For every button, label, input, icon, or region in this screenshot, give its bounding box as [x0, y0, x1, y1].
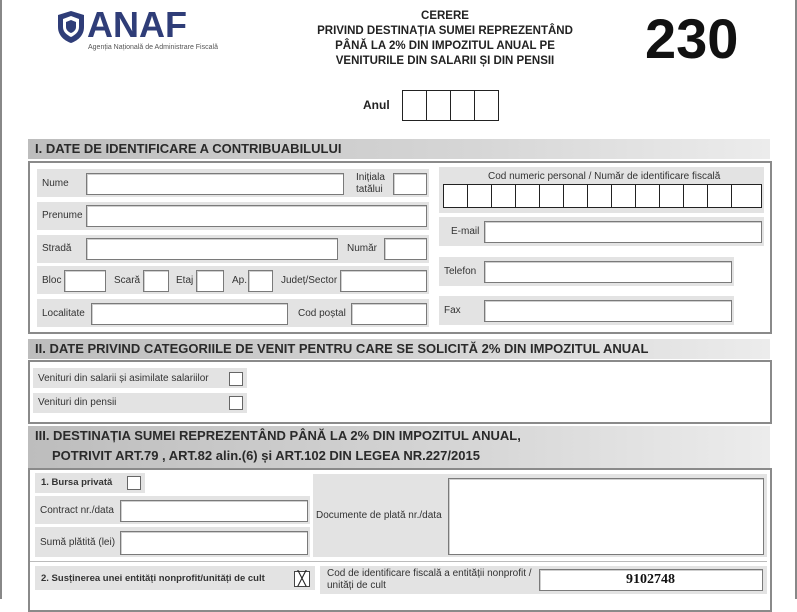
judet-field[interactable] — [340, 270, 427, 292]
cnp-digit-cell[interactable] — [683, 184, 709, 208]
contract-field[interactable] — [120, 500, 308, 522]
nume-field[interactable] — [86, 173, 344, 195]
label-nume: Nume — [42, 178, 69, 189]
scara-field[interactable] — [143, 270, 169, 292]
year-digit-divider — [450, 91, 451, 120]
label-initiala-line1: Inițiala — [356, 172, 385, 183]
section1-title: I. DATE DE IDENTIFICARE A CONTRIBUABILULUI — [35, 141, 342, 156]
label-sustinere: 2. Susținerea unei entități nonprofit/unități de cult — [41, 573, 265, 584]
pensii-checkbox[interactable] — [229, 396, 243, 410]
ap-field[interactable] — [248, 270, 273, 292]
label-bursa: 1. Bursa privată — [41, 477, 113, 488]
localitate-field[interactable] — [91, 303, 288, 325]
logo-text: ANAF — [87, 4, 187, 45]
title-line: PRIVIND DESTINAȚIA SUMEI REPREZENTÂND — [317, 25, 573, 37]
title-line: PÂNĂ LA 2% DIN IMPOZITUL ANUAL PE — [335, 40, 555, 52]
label-initiala — [356, 172, 385, 196]
label-fax: Fax — [444, 305, 461, 316]
checked-x-icon: ╳ — [297, 570, 307, 586]
suma-field[interactable] — [120, 531, 308, 555]
cnp-digit-cell[interactable] — [539, 184, 565, 208]
title-line: VENITURILE DIN SALARII ȘI DIN PENSII — [335, 55, 555, 67]
label-pensii: Venituri din pensii — [38, 397, 117, 408]
cnp-digit-cell[interactable] — [635, 184, 661, 208]
shield-icon — [57, 10, 85, 44]
strada-field[interactable] — [86, 238, 338, 260]
cnp-digit-cell[interactable] — [587, 184, 613, 208]
year-label: Anul — [363, 98, 390, 112]
label-salarii: Venituri din salarii și asimilate salariilor — [38, 373, 209, 384]
cnp-digit-cell[interactable] — [731, 184, 762, 208]
year-input[interactable] — [402, 90, 499, 121]
label-prenume: Prenume — [42, 210, 83, 221]
label-strada: Stradă — [42, 243, 72, 254]
cnp-digit-cell[interactable] — [563, 184, 589, 208]
section3-title-line2: POTRIVIT ART.79 , ART.82 alin.(6) și ART.102 DIN LEGEA NR.227/2015 — [52, 448, 480, 463]
label-cif — [327, 568, 532, 592]
bloc-field[interactable] — [64, 270, 106, 292]
title-line: CERERE — [421, 10, 469, 22]
label-contract: Contract nr./data — [40, 505, 114, 516]
salarii-checkbox[interactable] — [229, 372, 243, 386]
fax-field[interactable] — [484, 300, 732, 322]
label-cif-line2: unități de cult — [327, 580, 386, 591]
section2-title: II. DATE PRIVIND CATEGORIILE DE VENIT PENTRU CARE SE SOLICITĂ 2% DIN IMPOZITUL ANUAL — [35, 341, 649, 356]
label-scara: Scară — [114, 275, 141, 286]
cod-postal-field[interactable] — [351, 303, 427, 325]
prenume-field[interactable] — [86, 205, 427, 227]
label-numar: Număr — [347, 243, 378, 254]
cnp-digit-cell[interactable] — [491, 184, 517, 208]
telefon-field[interactable] — [484, 261, 732, 283]
section3-title-line1: III. DESTINAȚIA SUMEI REPREZENTÂND PÂNĂ LA 2% DIN IMPOZITUL ANUAL, — [35, 428, 521, 443]
cnp-digit-cell[interactable] — [443, 184, 469, 208]
cnp-digit-cell[interactable] — [611, 184, 637, 208]
label-email: E-mail — [451, 226, 480, 237]
cnp-digit-cell[interactable] — [707, 184, 733, 208]
logo-subtitle: Agenția Națională de Administrare Fiscală — [88, 44, 218, 51]
cif-value: 9102748 — [626, 572, 675, 587]
label-cnp: Cod numeric personal / Număr de identificare fiscală — [488, 171, 721, 182]
label-bloc: Bloc — [42, 275, 62, 286]
page-border-left — [0, 0, 2, 599]
label-ap: Ap. — [232, 275, 248, 286]
form-title — [290, 9, 600, 69]
cnp-digit-cell[interactable] — [467, 184, 493, 208]
anaf-logo — [57, 4, 227, 56]
etaj-field[interactable] — [196, 270, 224, 292]
documente-field[interactable] — [448, 478, 764, 555]
label-documente: Documente de plată nr./data — [316, 510, 442, 521]
label-initiala-line2: tatălui — [356, 184, 383, 195]
label-telefon: Telefon — [444, 266, 477, 277]
label-cif-line1: Cod de identificare fiscală a entității nonprofit / — [327, 568, 532, 579]
cnp-digit-cell[interactable] — [659, 184, 685, 208]
cif-field[interactable] — [539, 569, 763, 591]
label-cod-postal: Cod poștal — [298, 308, 346, 319]
initiala-field[interactable] — [393, 173, 427, 195]
label-etaj: Etaj — [176, 275, 194, 286]
label-judet: Județ/Sector — [281, 275, 338, 286]
sustinere-checkbox[interactable] — [294, 571, 310, 587]
form-number: 230 — [645, 7, 739, 70]
cnp-digit-cell[interactable] — [515, 184, 541, 208]
label-localitate: Localitate — [42, 308, 85, 319]
year-digit-divider — [426, 91, 427, 120]
label-suma: Sumă plătită (lei) — [40, 537, 116, 548]
numar-field[interactable] — [384, 238, 427, 260]
year-digit-divider — [474, 91, 475, 120]
email-field[interactable] — [484, 221, 762, 243]
cnp-grid[interactable] — [443, 184, 761, 208]
bursa-checkbox[interactable] — [127, 476, 141, 490]
